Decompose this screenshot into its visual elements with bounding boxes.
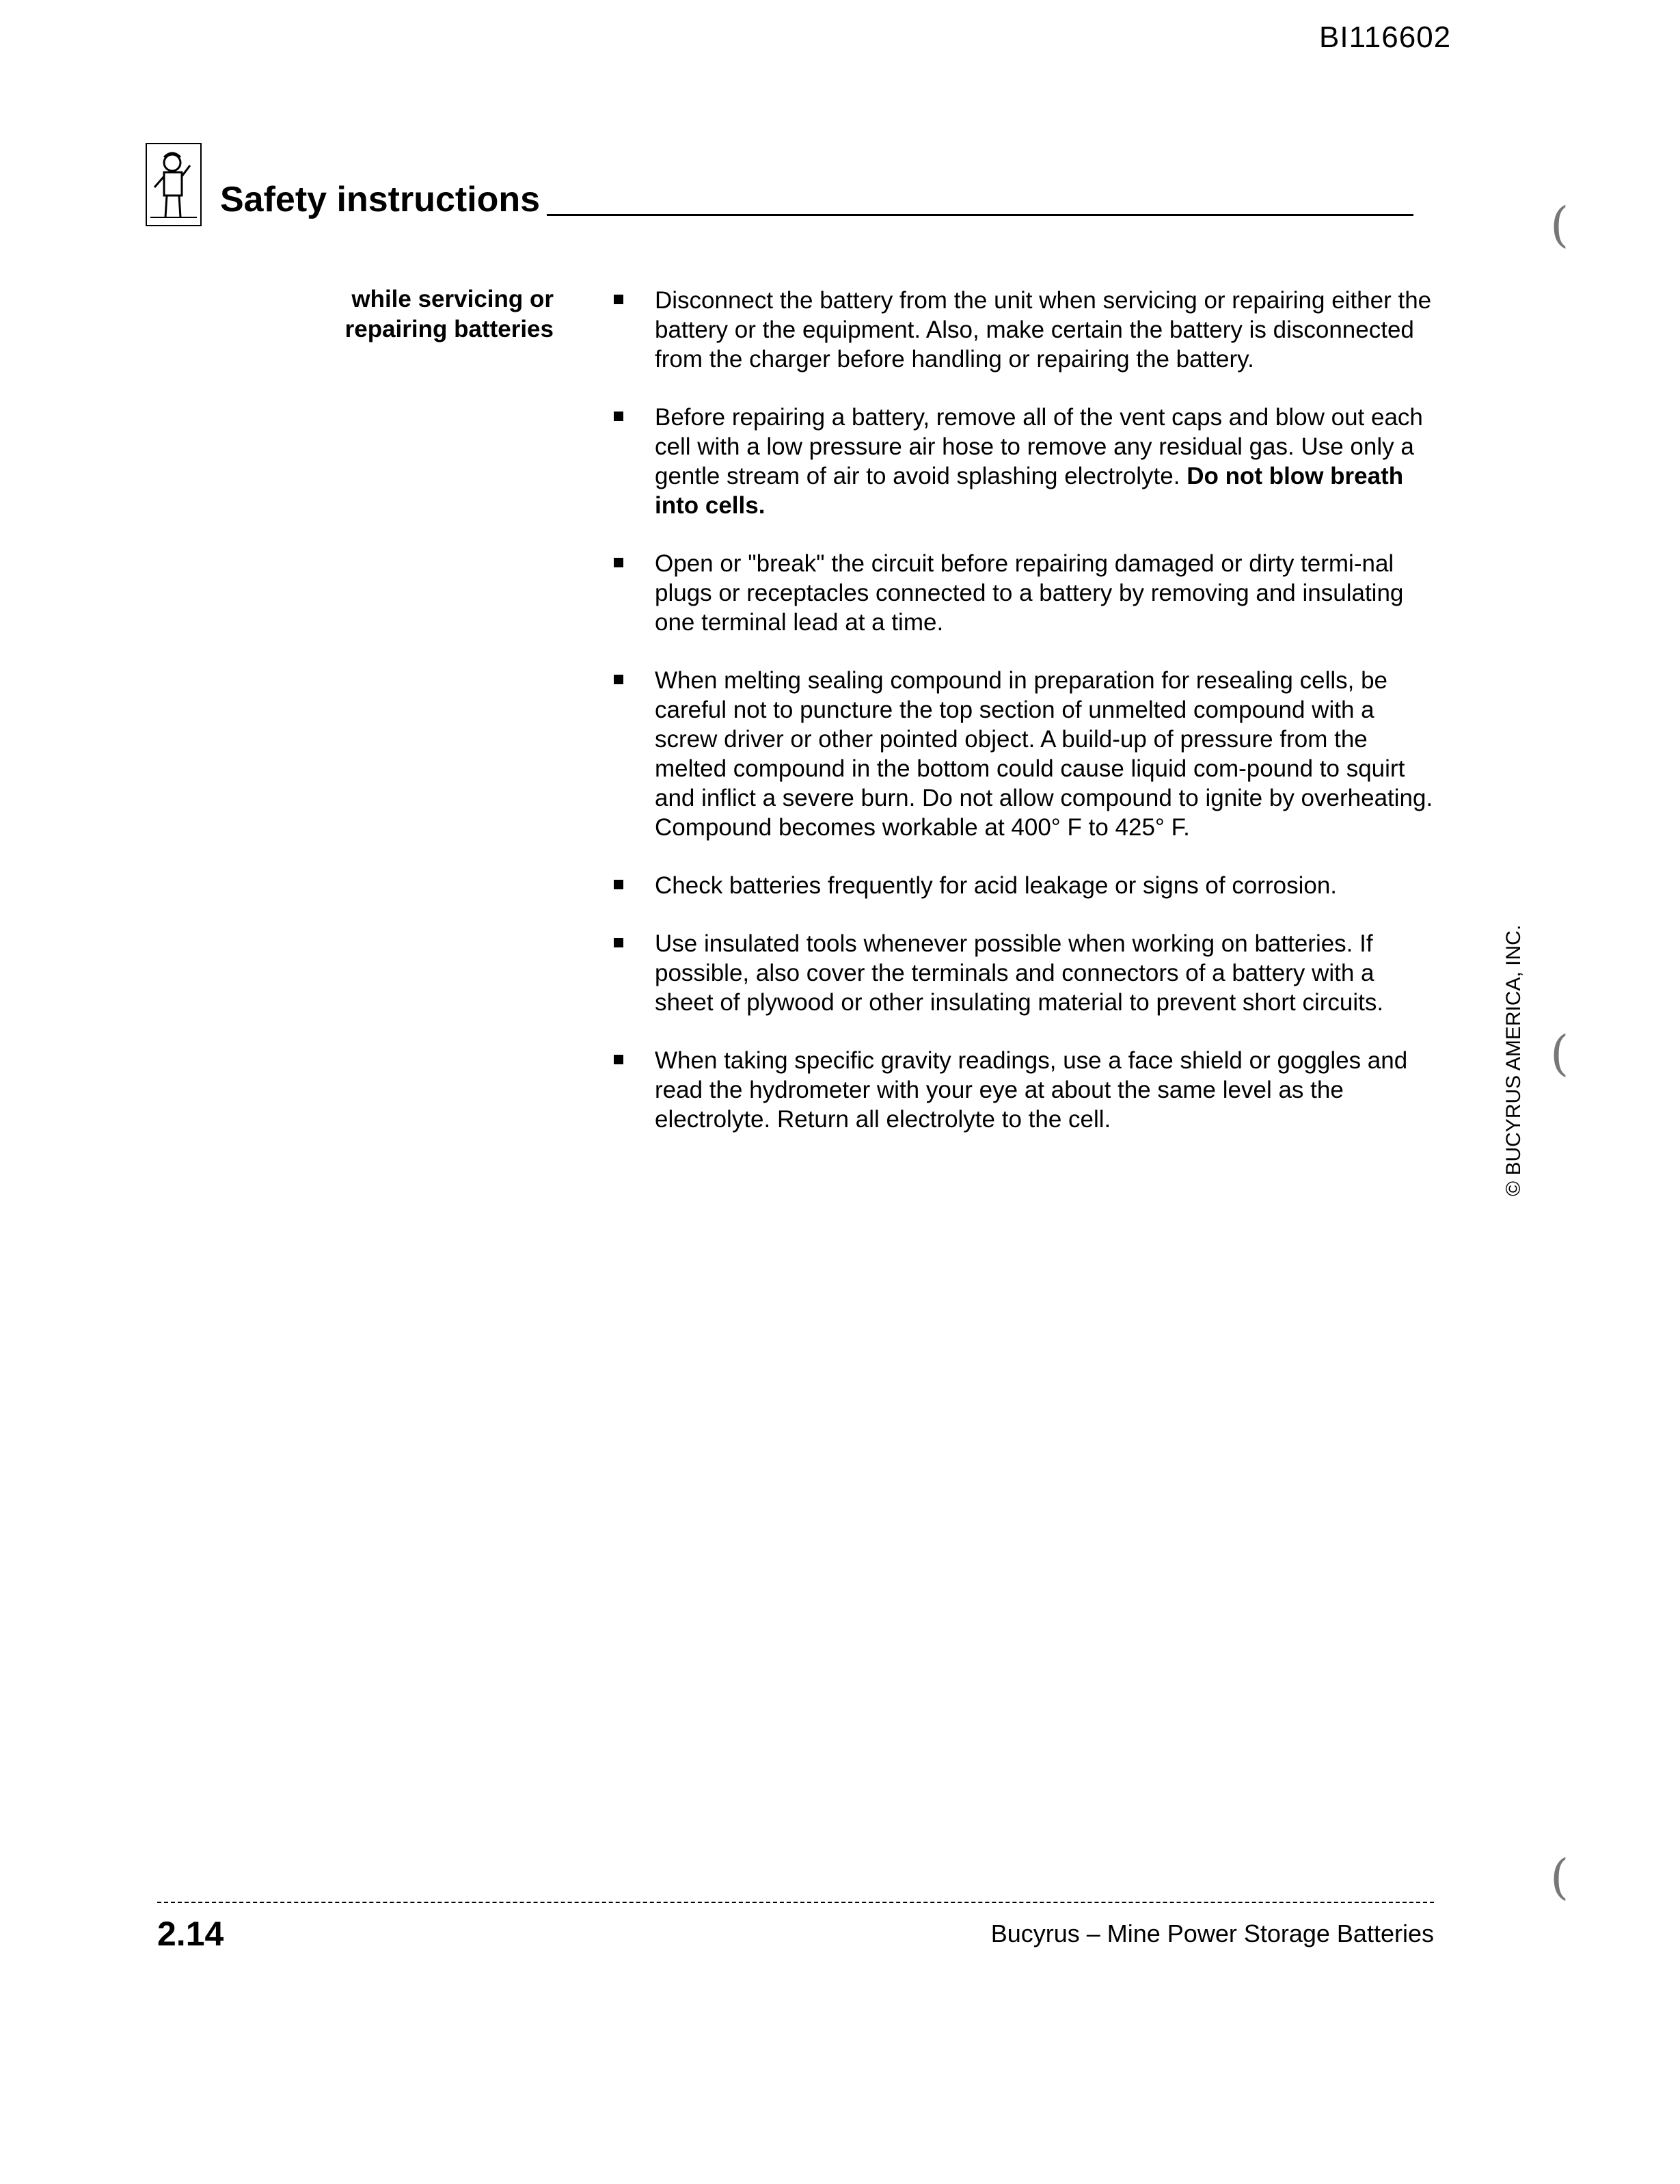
square-bullet-icon [614, 880, 623, 889]
square-bullet-icon [614, 558, 623, 567]
bullet-text: Before repairing a battery, remove all of the vent caps and blow out each cell with a low pressure air hose to remove any residual gas. Use only a gentle stream of air to avoid splashing electrolyte. [655, 404, 1423, 489]
square-bullet-icon [614, 412, 623, 421]
bullet-text: When taking specific gravity readings, use a face shield or goggles and read the hydrometer with your eye at about the same level as the electrolyte. Return all electrolyte to the cell. [655, 1047, 1408, 1133]
list-item [607, 403, 1434, 520]
list-item [607, 871, 1434, 900]
bullet-list [607, 286, 1434, 1163]
margin-mark: ( [1550, 1025, 1569, 1081]
side-label-line: while servicing or [351, 286, 554, 312]
worker-safety-icon [145, 142, 202, 227]
list-item [607, 666, 1434, 842]
list-item [607, 1046, 1434, 1134]
bullet-text: When melting sealing compound in preparation for resealing cells, be careful not to puncture the top section of unmelted compound with a screw driver or other pointed object. A build-up of pressure from the melted compound in the bottom could cause liquid com-pound to squirt and inflict a severe burn. Do not allow compound to ignite by overheating. Compound becomes workable at 400° F to 425° F. [655, 667, 1433, 841]
margin-mark: ( [1550, 197, 1569, 253]
copyright-text: © BUCYRUS AMERICA, INC. [1502, 924, 1525, 1196]
page-number: 2.14 [157, 1915, 224, 1953]
footer-rule [157, 1902, 1434, 1903]
side-label [287, 284, 554, 345]
section-title: Safety instructions [220, 180, 541, 219]
square-bullet-icon [614, 675, 623, 684]
square-bullet-icon [614, 295, 623, 304]
bullet-text: Open or "break" the circuit before repairing damaged or dirty termi-nal plugs or receptacles connected to a battery by removing and insulating one terminal lead at a time. [655, 550, 1404, 636]
bullet-text: Use insulated tools whenever possible when working on batteries. If possible, also cover the terminals and connectors of a battery with a sheet of plywood or other insulating material to prevent short circuits. [655, 930, 1384, 1016]
square-bullet-icon [614, 1055, 623, 1064]
list-item [607, 929, 1434, 1017]
title-rule [547, 214, 1413, 216]
bullet-text: Disconnect the battery from the unit when servicing or repairing either the battery or the equipment. Also, make certain the battery is disconnected from the charger before handling or repairing the battery. [655, 287, 1432, 373]
copyright-notice [1497, 923, 1530, 1333]
margin-mark: ( [1550, 1849, 1569, 1905]
footer-text: Bucyrus – Mine Power Storage Batteries [990, 1919, 1434, 1947]
bullet-bold-text: Do not blow breath into cells. [655, 463, 1404, 519]
list-item [607, 549, 1434, 637]
side-label-line: repairing batteries [344, 316, 554, 342]
list-item [607, 286, 1434, 374]
document-id: BI116602 [1319, 21, 1452, 54]
bullet-text: Check batteries frequently for acid leakage or signs of corrosion. [655, 872, 1338, 899]
square-bullet-icon [614, 938, 623, 947]
